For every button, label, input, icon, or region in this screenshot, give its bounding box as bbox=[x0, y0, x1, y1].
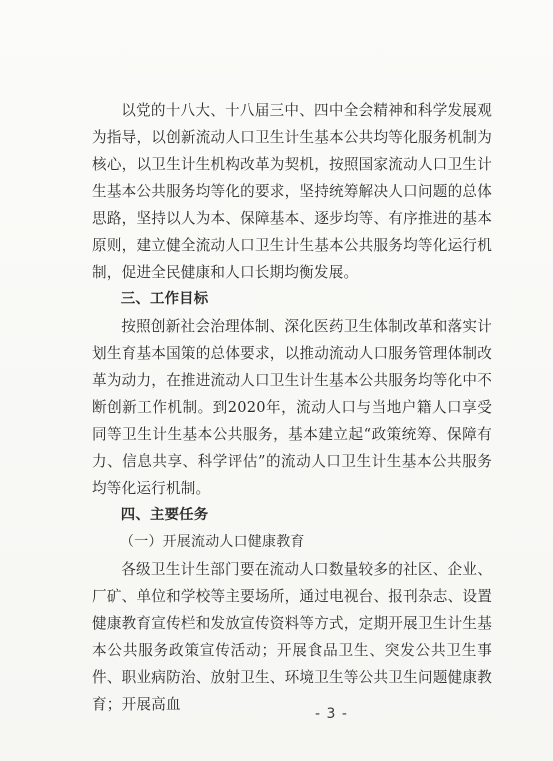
paragraph-guiding-ideology: 以党的十八大、十八届三中、四中全会精神和科学发展观为指导，以创新流动人口卫生计生基本公共均等化服务机制为核心，以卫生计生机构改革为契机，按照国家流动人口卫生计生基本公共服务均等化的要求，坚持统筹解决人口问题的总体思路，坚持以人为本、保障基本、逐步均等、有序推进的基本原则，建立健全流动人口卫生计生基本公共服务均等化运行机制，促进全民健康和人口长期均衡发展。 bbox=[92, 102, 492, 281]
paragraph-work-goals: 按照创新社会治理体制、深化医药卫生体制改革和落实计划生育基本国策的总体要求，以推动流动人口服务管理体制改革为动力，在推进流动人口卫生计生基本公共服务均等化中不断创新工作机制。到2020年，流动人口与当地户籍人口享受同等卫生计生基本公共服务，基本建立起“政策统筹、保障有力、信息共享、科学评估”的流动人口卫生计生基本公共服务均等化运行机制。 bbox=[92, 318, 492, 497]
document-body bbox=[92, 97, 492, 718]
subheading-health-education: （一）开展流动人口健康教育 bbox=[120, 534, 305, 550]
heading-work-goals: 三、工作目标 bbox=[120, 291, 209, 307]
heading-main-tasks: 四、主要任务 bbox=[120, 507, 209, 523]
paragraph-health-education: 各级卫生计生部门要在流动人口数量较多的社区、企业、厂矿、单位和学校等主要场所，通过电视台、报刊杂志、设置健康教育宣传栏和发放宣传资料等方式，定期开展卫生计生基本公共服务政策宣传活动；开展食品卫生、突发公共卫生事件、职业病防治、放射卫生、环境卫生等公共卫生问题健康教育；开展高血 bbox=[92, 561, 492, 713]
page-number: - 3 - bbox=[315, 706, 348, 722]
